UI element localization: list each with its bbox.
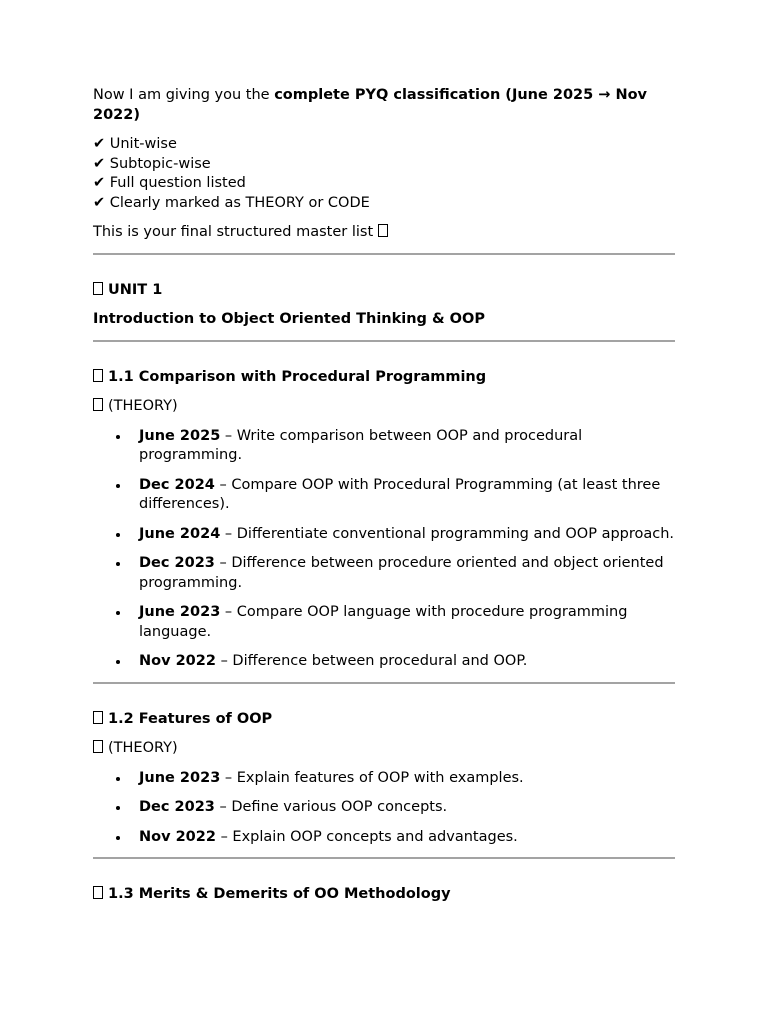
question-text: – Define various OOP concepts. bbox=[214, 799, 448, 815]
question-date: Dec 2024 bbox=[139, 476, 215, 493]
question-list bbox=[93, 769, 675, 848]
checklist-item: ✔ Full question listed bbox=[93, 175, 246, 191]
question-date: Dec 2023 bbox=[139, 799, 215, 815]
divider bbox=[93, 682, 675, 684]
list-item bbox=[93, 476, 675, 515]
missing-glyph-icon bbox=[93, 740, 103, 753]
list-item bbox=[93, 554, 675, 593]
question-text: – Write comparison between OOP and procedural programming. bbox=[139, 427, 583, 463]
question-text: – Differentiate conventional programming and OOP approach. bbox=[220, 525, 675, 542]
section-title bbox=[93, 710, 675, 730]
missing-glyph-icon bbox=[93, 398, 103, 411]
intro-bold-text: complete PYQ classification (June 2025 → Nov 2022) bbox=[93, 87, 648, 123]
question-text: – Compare OOP language with procedure programming language. bbox=[139, 604, 628, 640]
intro-text: Now I am giving you the bbox=[93, 87, 275, 103]
section-title-text: 1.1 Comparison with Procedural Programming bbox=[108, 368, 487, 385]
unit-label-text: UNIT 1 bbox=[108, 281, 163, 298]
question-list bbox=[93, 427, 675, 672]
list-item bbox=[93, 769, 675, 789]
missing-glyph-icon bbox=[93, 369, 103, 382]
missing-glyph-icon bbox=[378, 224, 388, 237]
section-title-text: 1.2 Features of OOP bbox=[108, 710, 273, 727]
unit-label bbox=[93, 281, 675, 301]
question-text: – Difference between procedure oriented and object oriented programming. bbox=[139, 555, 664, 591]
question-date: Nov 2022 bbox=[139, 828, 216, 845]
list-item bbox=[93, 603, 675, 642]
question-date: Nov 2022 bbox=[139, 653, 216, 669]
checklist-item: ✔ Unit-wise bbox=[93, 136, 177, 152]
section-title-text: 1.3 Merits & Demerits of OO Methodology bbox=[108, 886, 451, 902]
divider bbox=[93, 253, 675, 255]
section-title bbox=[93, 885, 675, 905]
divider bbox=[93, 857, 675, 859]
final-line bbox=[93, 223, 675, 243]
divider bbox=[93, 340, 675, 342]
checklist-item: ✔ Clearly marked as THEORY or CODE bbox=[93, 194, 370, 211]
list-item bbox=[93, 798, 675, 818]
section-tag bbox=[93, 397, 675, 417]
list-item bbox=[93, 652, 675, 672]
question-text: – Compare OOP with Procedural Programming (at least three differences). bbox=[139, 476, 661, 512]
final-line-text: This is your final structured master list bbox=[93, 224, 374, 240]
intro-paragraph bbox=[93, 86, 675, 125]
question-text: – Explain features of OOP with examples. bbox=[220, 769, 524, 786]
question-text: – Difference between procedural and OOP. bbox=[215, 653, 528, 669]
section-tag-text: (THEORY) bbox=[108, 398, 178, 414]
missing-glyph-icon bbox=[93, 711, 103, 724]
list-item bbox=[93, 828, 675, 848]
list-item bbox=[93, 525, 675, 545]
list-item bbox=[93, 427, 675, 466]
missing-glyph-icon bbox=[93, 886, 103, 899]
missing-glyph-icon bbox=[93, 282, 103, 295]
question-date: June 2023 bbox=[139, 604, 221, 620]
question-date: June 2023 bbox=[139, 769, 221, 786]
section-tag-text: (THEORY) bbox=[108, 740, 178, 756]
question-date: June 2025 bbox=[139, 427, 221, 444]
question-text: – Explain OOP concepts and advantages. bbox=[215, 828, 518, 845]
section-title bbox=[93, 368, 675, 388]
document-content bbox=[93, 86, 675, 915]
section-tag bbox=[93, 739, 675, 759]
checklist bbox=[93, 135, 675, 213]
checklist-item: ✔ Subtopic-wise bbox=[93, 155, 211, 172]
unit-title: Introduction to Object Oriented Thinking & OOP bbox=[93, 311, 485, 327]
question-date: June 2024 bbox=[139, 525, 221, 542]
question-date: Dec 2023 bbox=[139, 555, 215, 571]
